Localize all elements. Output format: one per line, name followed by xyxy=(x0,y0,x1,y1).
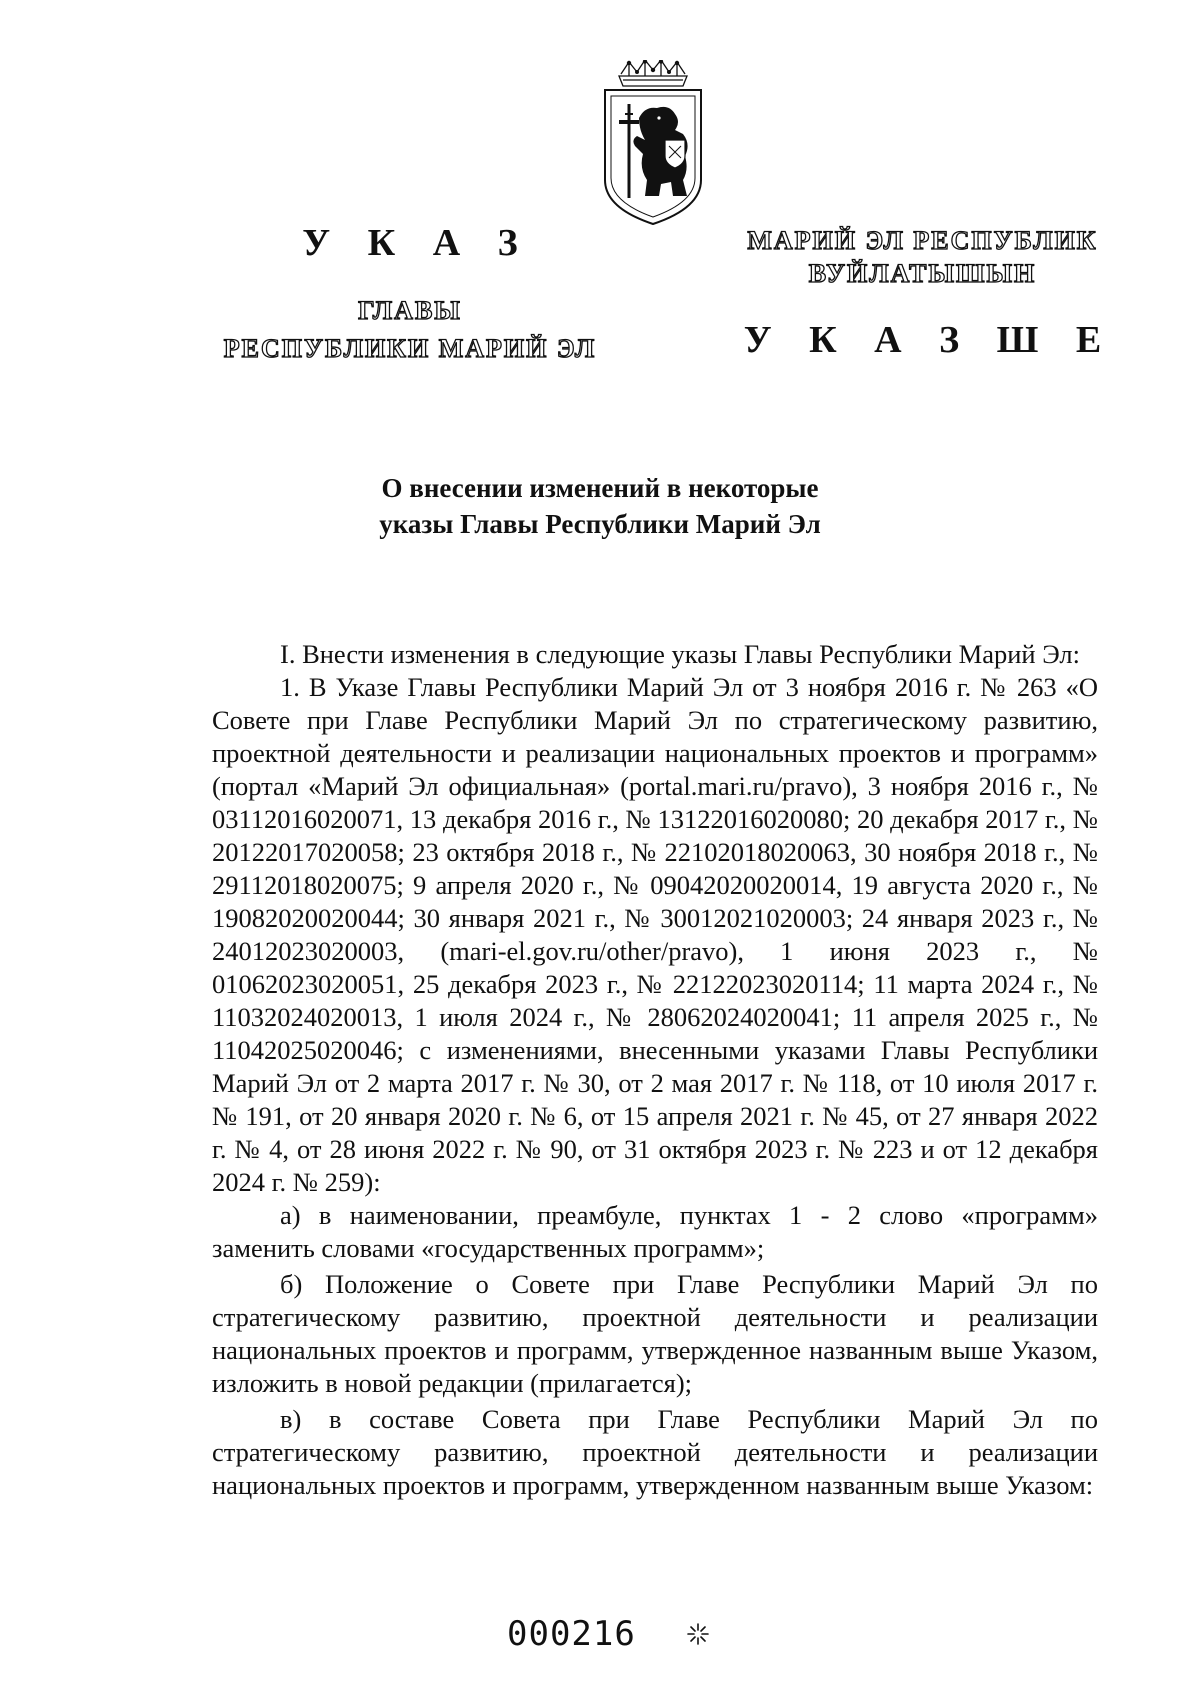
document-body xyxy=(212,638,1098,1502)
header-left xyxy=(195,222,625,363)
asterisk-mark-icon xyxy=(686,1622,710,1646)
paragraph-intro: I. Внести изменения в следующие указы Главы Республики Марий Эл: xyxy=(280,639,1080,669)
header-left-line2: РЕСПУБЛИКИ МАРИЙ ЭЛ xyxy=(223,333,597,363)
coat-of-arms-mari-el-icon xyxy=(599,60,707,228)
header-right xyxy=(725,222,1120,362)
header-right-line2: ВУЙЛАТЫШЫН xyxy=(808,258,1037,288)
paragraph-sub-a: а) в наименовании, преамбуле, пунктах 1 - 2 слово «программ» заменить словами «государственных программ»; xyxy=(212,1200,1098,1263)
paragraph-sub-b: б) Положение о Совете при Главе Республики Марий Эл по стратегическому развитию, проектной деятельности и реализации национальных проектов и программ, утвержденное названным выше Указом, изложить в новой редакции (прилагается); xyxy=(212,1269,1098,1398)
header-left-title: У К А З xyxy=(302,222,532,264)
paragraph-item-1: 1. В Указе Главы Республики Марий Эл от 3 ноября 2016 г. № 263 «О Совете при Главе Республики Марий Эл по стратегическому развитию, проектной деятельности и реализации национальных проектов и программ» (портал «Марий Эл официальная» (portal.mari.ru/pravo), 3 ноября 2016 г., № 03112016020071, 13 декабря 2016 г., № 13122016020080; 20 декабря 2017 г., № 20122017020058; 23 октября 2018 г., № 22102018020063, 30 ноября 2018 г., № 29112018020075; 9 апреля 2020 г., № 09042020020014, 19 августа 2020 г., № 19082020020044; 30 января 2021 г., № 30012021020003; 24 января 2023 г., № 24012023020003, (mari-el.gov.ru/other/pravo), 1 июня 2023 г., № 01062023020051, 25 декабря 2023 г., № 22122023020114; 11 марта 2024 г., № 11032024020013, 1 июля 2024 г., № 28062024020041; 11 апреля 2025 г., № 11042025020046; с изменениями, внесенными указами Главы Республики Марий Эл от 2 марта 2017 г. № 30, от 2 мая 2017 г. № 118, от 10 июля 2017 г. № 191, от 20 января 2020 г. № 6, от 15 апреля 2021 г. № 45, от 27 января 2022 г. № 4, от 28 июня 2022 г. № 90, от 31 октября 2023 г. № 223 и от 12 декабря 2024 г. № 259): xyxy=(212,672,1098,1197)
header-right-line1: МАРИЙ ЭЛ РЕСПУБЛИК xyxy=(747,226,1098,255)
document-title-line1: О внесении изменений в некоторые xyxy=(381,473,819,503)
document-serial-number: 000216 xyxy=(507,1614,636,1654)
header-left-line1: ГЛАВЫ xyxy=(358,295,462,325)
header-right-title: У К А З Ш Е xyxy=(743,318,1116,361)
document-title xyxy=(260,470,940,542)
document-title-line2: указы Главы Республики Марий Эл xyxy=(379,509,821,539)
paragraph-sub-v: в) в составе Совета при Главе Республики Марий Эл по стратегическому развитию, проектной деятельности и реализации национальных проектов и программ, утвержденном названным выше Указом: xyxy=(212,1404,1098,1500)
